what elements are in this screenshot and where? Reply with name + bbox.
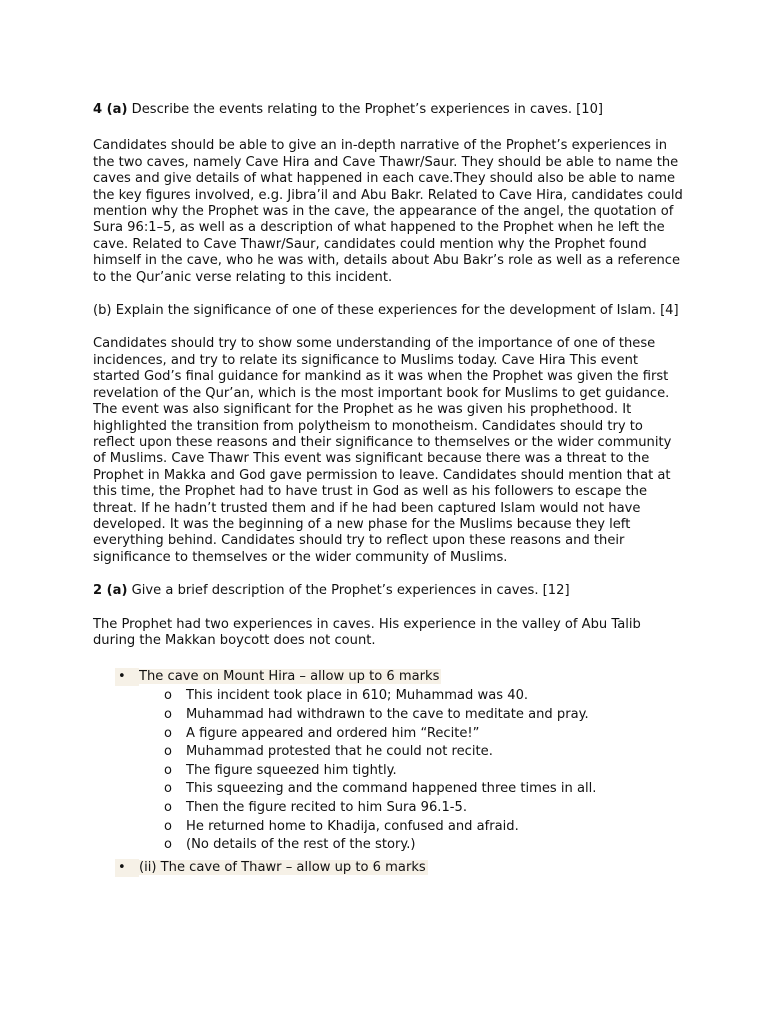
- list-item: o Muhammad protested that he could not recite.: [93, 743, 683, 762]
- list-item: o Muhammad had withdrawn to the cave to meditate and pray.: [93, 706, 683, 725]
- circle-bullet-icon: o: [164, 688, 172, 704]
- bullet-item-hira-text: The cave on Mount Hira – allow up to 6 marks: [139, 669, 440, 685]
- circle-bullet-icon: o: [164, 799, 172, 815]
- answer-4b-paragraph: Candidates should try to show some understanding of the importance of one of these incidences, and try to relate its significance to Muslims today. Cave Hira This event started God’s final guidance for mankind as it was when the Prophet was given the first revelation of the Qur’an, which is the most important book for Muslims to get guidance. The event was also significant for the Prophet as he was given his prophethood. It highlighted the transition from polytheism to monotheism. Candidates should try to reflect upon these reasons and their significance to themselves or the wider community of Muslims. Cave Thawr This event was significant because there was a threat to the Prophet in Makka and God gave permission to leave. Candidates should mention that at this time, the Prophet had to have trust in God as well as his followers to escape the threat. If he hadn’t trusted them and if he had been captured Islam would not have developed. It was the beginning of a new phase for the Muslims because they left everything behind. Candidates should try to reflect upon these reasons and their significance to themselves or the wider community of Muslims.: [93, 336, 672, 565]
- document-page: [93, 102, 683, 878]
- question-2a: [93, 583, 683, 599]
- question-2a-label: 2 (a): [93, 583, 128, 599]
- answer-2a-intro: The Prophet had two experiences in caves. His experience in the valley of Abu Talib during the Makkan boycott does not count.: [93, 616, 641, 648]
- list-item: o This incident took place in 610; Muhammad was 40.: [93, 687, 683, 706]
- circle-bullet-icon: o: [164, 837, 172, 853]
- answer-4a-paragraph: Candidates should be able to give an in-depth narrative of the Prophet’s experiences in the two caves, namely Cave Hira and Cave Thawr/Saur. They should be able to name the caves and give details of what happened in each cave.They should also be able to name the key figures involved, e.g. Jibra’il and Abu Bakr. Related to Cave Hira, candidates could mention why the Prophet was in the cave, the appearance of the angel, the quotation of Sura 96:1–5, as well as a description of what happened to the Prophet when he left the cave. Related to Cave Thawr/Saur, candidates could mention why the Prophet found himself in the cave, who he was with, details about Abu Bakr’s role as well as a reference to the Qur’anic verse relating to this incident.: [93, 138, 683, 285]
- question-2a-text: Give a brief description of the Prophet’s experiences in caves. [12]: [127, 583, 570, 599]
- bullet-icon: •: [118, 669, 126, 685]
- list-item: o Then the figure recited to him Sura 96.1-5.: [93, 799, 683, 818]
- circle-bullet-icon: o: [164, 725, 172, 741]
- list-item: o He returned home to Khadija, confused and afraid.: [93, 818, 683, 837]
- bullet-item-hira: [93, 669, 683, 687]
- sub-list-hira: [93, 687, 683, 854]
- question-4a: [93, 102, 683, 118]
- bullet-item-thawr-text: (ii) The cave of Thawr – allow up to 6 marks: [139, 859, 426, 875]
- circle-bullet-icon: o: [164, 744, 172, 760]
- list-item: o (No details of the rest of the story.): [93, 836, 683, 855]
- bullet-item-thawr: [93, 860, 683, 878]
- list-item: o The figure squeezed him tightly.: [93, 762, 683, 781]
- circle-bullet-icon: o: [164, 762, 172, 778]
- question-4b: (b) Explain the significance of one of these experiences for the development of Islam. [4]: [93, 303, 679, 319]
- bullet-icon: •: [118, 859, 126, 875]
- circle-bullet-icon: o: [164, 781, 172, 797]
- list-item: o A figure appeared and ordered him “Recite!”: [93, 725, 683, 744]
- list-item: o This squeezing and the command happened three times in all.: [93, 780, 683, 799]
- question-4a-label: 4 (a): [93, 102, 128, 117]
- question-4a-text: Describe the events relating to the Prophet’s experiences in caves. [10]: [127, 102, 604, 117]
- circle-bullet-icon: o: [164, 818, 172, 834]
- circle-bullet-icon: o: [164, 706, 172, 722]
